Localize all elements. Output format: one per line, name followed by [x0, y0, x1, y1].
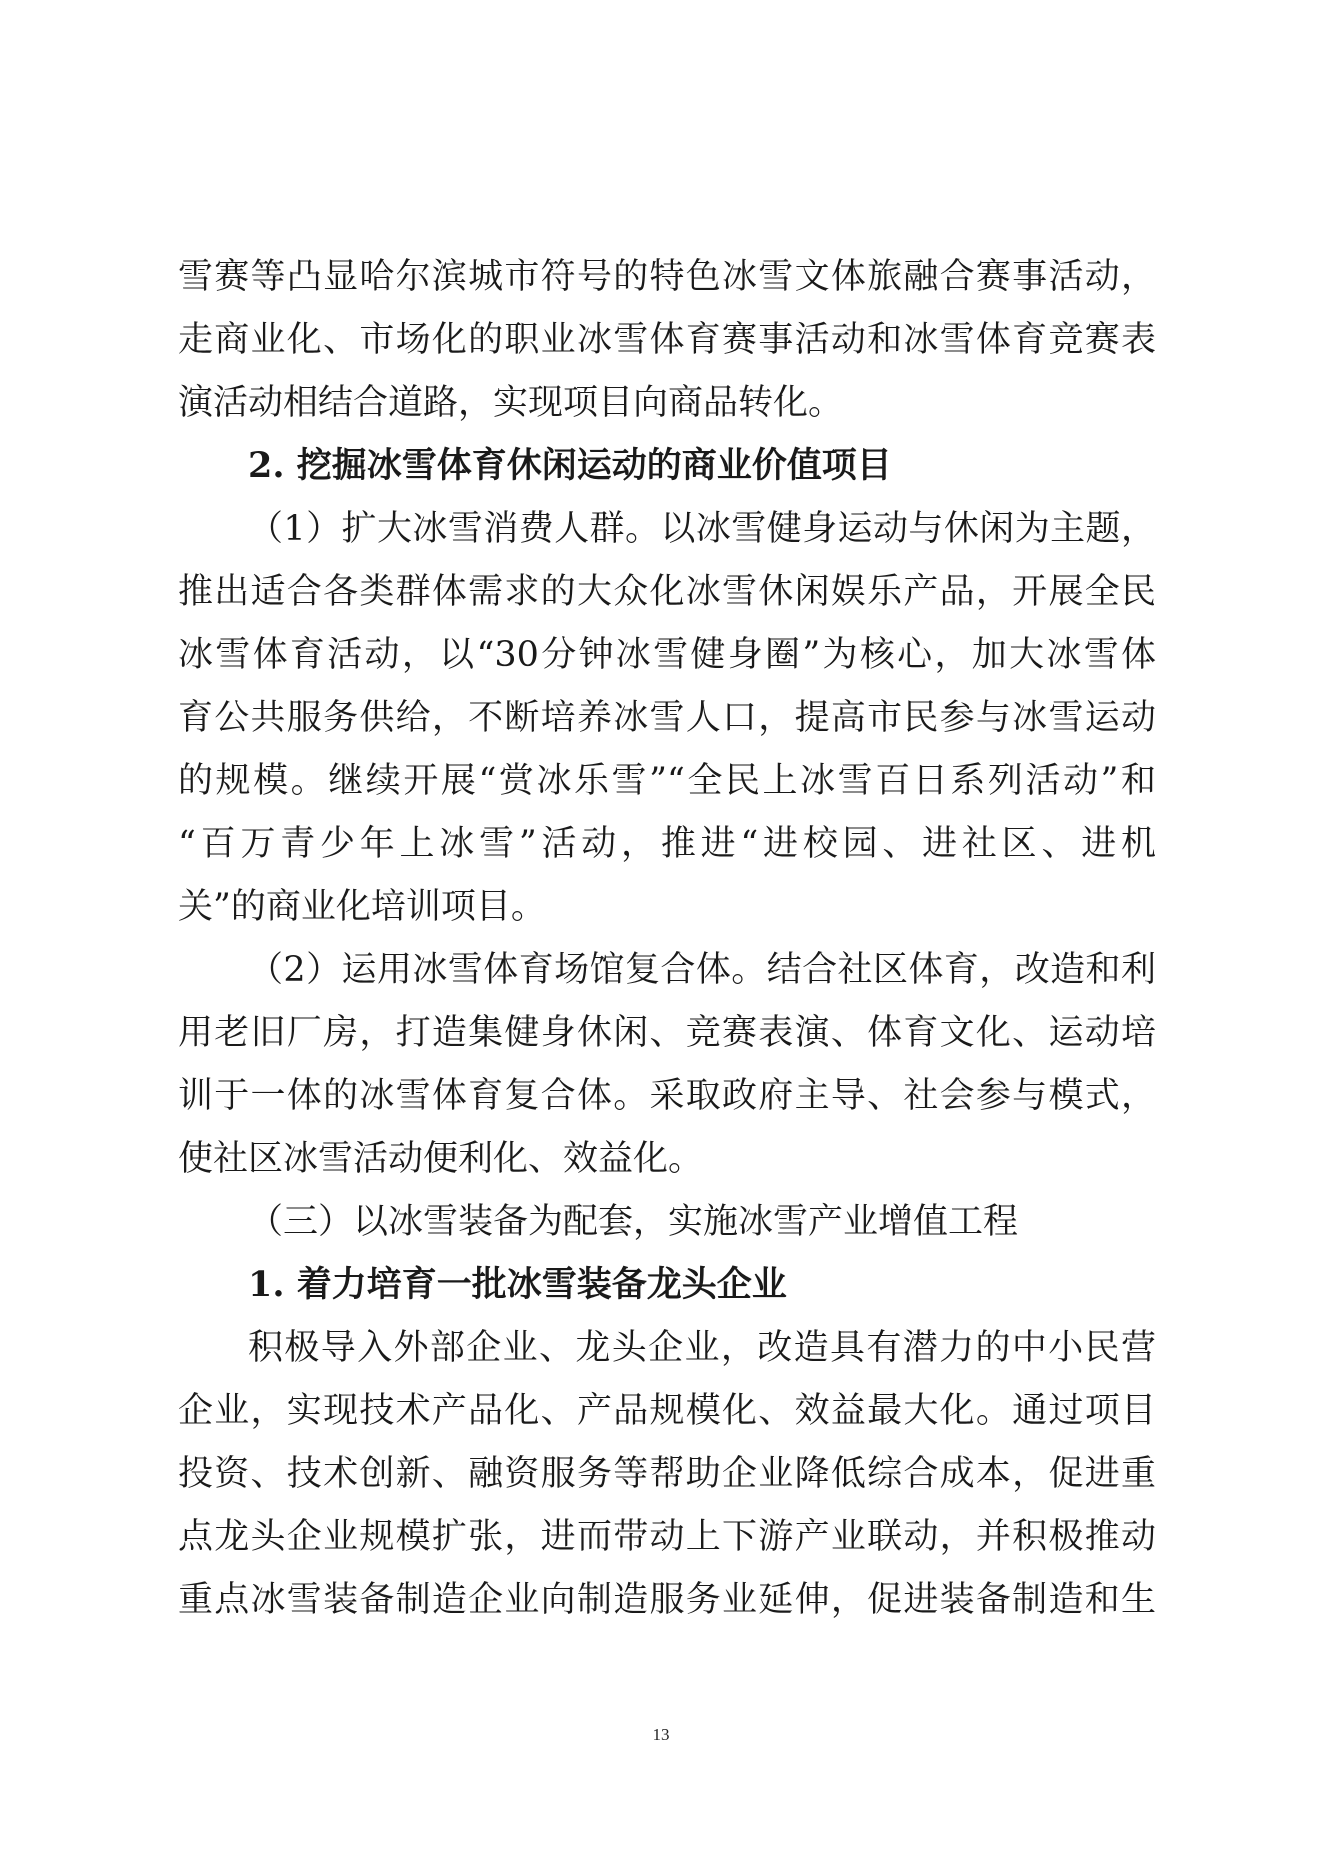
paragraph-line: 点龙头企业规模扩张，进而带动上下游产业联动，并积极推动 [178, 1517, 1156, 1557]
paragraph-line: 企业，实现技术产品化、产品规模化、效益最大化。通过项目 [178, 1391, 1156, 1431]
section-heading: 2. 挖掘冰雪体育休闲运动的商业价值项目 [248, 445, 892, 486]
paragraph-line: 演活动相结合道路，实现项目向商品转化。 [178, 383, 844, 423]
subsection-heading: （三）以冰雪装备为配套，实施冰雪产业增值工程 [248, 1202, 1019, 1242]
paragraph-line: 的规模。继续开展“赏冰乐雪”“全民上冰雪百日系列活动”和 [178, 761, 1156, 801]
page-number: 13 [652, 1725, 670, 1744]
paragraph-line: 关”的商业化培训项目。 [178, 887, 546, 927]
paragraph-line: 冰雪体育活动，以“30分钟冰雪健身圈”为核心，加大冰雪体 [178, 635, 1156, 675]
paragraph-line: “百万青少年上冰雪”活动，推进“进校园、进社区、进机 [178, 824, 1156, 864]
paragraph-line: 积极导入外部企业、龙头企业，改造具有潜力的中小民营 [248, 1328, 1156, 1368]
paragraph-line: 投资、技术创新、融资服务等帮助企业降低综合成本，促进重 [178, 1454, 1156, 1494]
paragraph-line: 使社区冰雪活动便利化、效益化。 [178, 1139, 704, 1179]
paragraph-line: 重点冰雪装备制造企业向制造服务业延伸，促进装备制造和生 [178, 1580, 1156, 1620]
paragraph-line: （1）扩大冰雪消费人群。以冰雪健身运动与休闲为主题， [248, 509, 1156, 549]
paragraph-line: 走商业化、市场化的职业冰雪体育赛事活动和冰雪体育竞赛表 [178, 320, 1156, 360]
paragraph-line: 推出适合各类群体需求的大众化冰雪休闲娱乐产品，开展全民 [178, 572, 1156, 612]
paragraph-line: 育公共服务供给，不断培养冰雪人口，提高市民参与冰雪运动 [178, 698, 1156, 738]
section-heading: 1. 着力培育一批冰雪装备龙头企业 [248, 1264, 787, 1305]
paragraph-line: 训于一体的冰雪体育复合体。采取政府主导、社会参与模式， [178, 1076, 1156, 1116]
paragraph-line: 雪赛等凸显哈尔滨城市符号的特色冰雪文体旅融合赛事活动， [178, 257, 1156, 297]
paragraph-line: 用老旧厂房，打造集健身休闲、竞赛表演、体育文化、运动培 [178, 1013, 1156, 1053]
paragraph-line: （2）运用冰雪体育场馆复合体。结合社区体育，改造和利 [248, 950, 1156, 990]
